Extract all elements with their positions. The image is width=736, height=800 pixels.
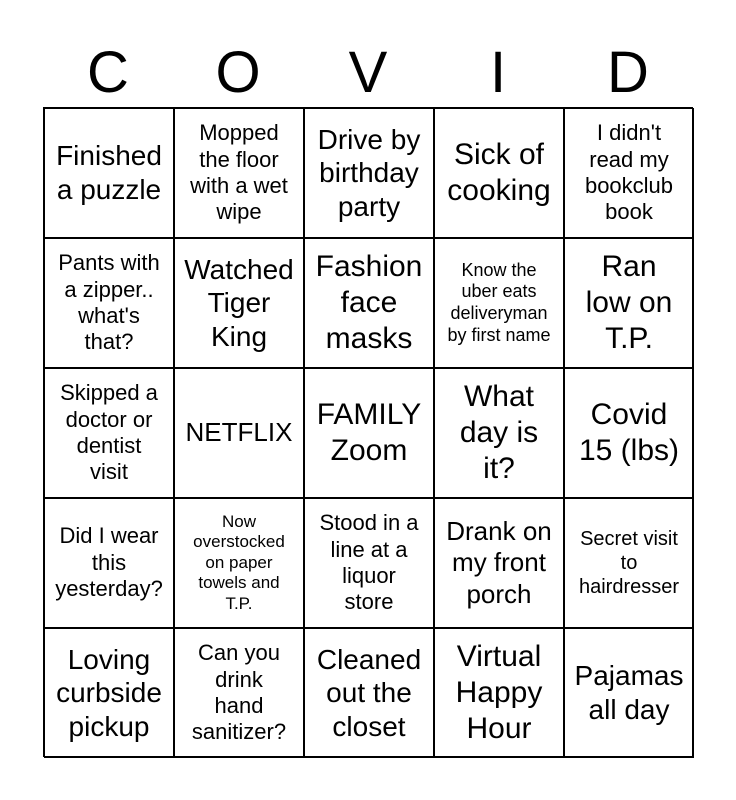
bingo-cell[interactable]: Watched Tiger King — [174, 238, 304, 368]
bingo-cell[interactable]: Drive by birthday party — [304, 108, 434, 238]
bingo-cell[interactable]: I didn't read my bookclub book — [564, 108, 694, 238]
bingo-cell[interactable]: Mopped the floor with a wet wipe — [174, 108, 304, 238]
bingo-cell[interactable]: FAMILY Zoom — [304, 368, 434, 498]
bingo-cell[interactable]: What day is it? — [434, 368, 564, 498]
bingo-cell[interactable]: Secret visit to hairdresser — [564, 498, 694, 628]
title-letter: D — [607, 40, 649, 105]
bingo-cell[interactable]: Covid 15 (lbs) — [564, 368, 694, 498]
bingo-cell[interactable]: Finished a puzzle — [44, 108, 174, 238]
bingo-cell[interactable]: Now overstocked on paper towels and T.P. — [174, 498, 304, 628]
bingo-cell[interactable]: Stood in a line at a liquor store — [304, 498, 434, 628]
bingo-cell[interactable]: Did I wear this yesterday? — [44, 498, 174, 628]
bingo-cell[interactable]: Pants with a zipper.. what's that? — [44, 238, 174, 368]
bingo-cell[interactable]: NETFLIX — [174, 368, 304, 498]
title-letter: O — [215, 40, 261, 105]
bingo-title — [43, 40, 693, 106]
bingo-cell[interactable]: Pajamas all day — [564, 628, 694, 758]
bingo-cell[interactable]: Skipped a doctor or dentist visit — [44, 368, 174, 498]
bingo-cell[interactable]: Drank on my front porch — [434, 498, 564, 628]
bingo-cell[interactable]: Sick of cooking — [434, 108, 564, 238]
title-letter: C — [87, 40, 129, 105]
bingo-cell[interactable]: Loving curbside pickup — [44, 628, 174, 758]
bingo-card — [43, 107, 693, 757]
bingo-cell[interactable]: Can you drink hand sanitizer? — [174, 628, 304, 758]
title-letter: V — [348, 40, 388, 105]
bingo-cell[interactable]: Virtual Happy Hour — [434, 628, 564, 758]
bingo-cell[interactable]: Cleaned out the closet — [304, 628, 434, 758]
title-letter: I — [489, 40, 507, 105]
bingo-cell[interactable]: Know the uber eats deliveryman by first name — [434, 238, 564, 368]
bingo-cell[interactable]: Fashion face masks — [304, 238, 434, 368]
bingo-cell[interactable]: Ran low on T.P. — [564, 238, 694, 368]
